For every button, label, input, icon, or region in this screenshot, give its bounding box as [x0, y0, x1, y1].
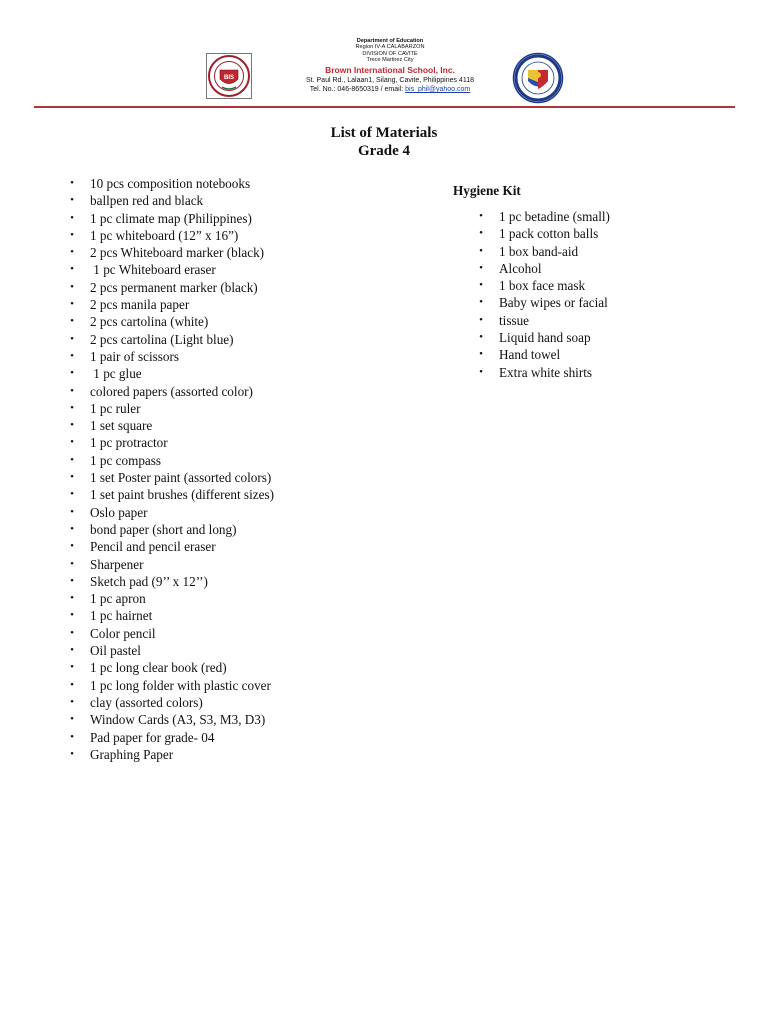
letterhead-text — [292, 38, 488, 94]
bullet-icon: • — [70, 315, 74, 328]
material-item — [67, 434, 274, 451]
material-item-text: 1 pc ruler — [90, 400, 141, 416]
bullet-icon: • — [70, 177, 74, 189]
material-item — [67, 659, 274, 676]
material-item — [67, 521, 274, 538]
material-item-text: 2 pcs cartolina (Light blue) — [90, 331, 234, 347]
hygiene-kit-list — [476, 208, 610, 381]
material-item — [67, 625, 274, 642]
bullet-icon: • — [70, 367, 74, 380]
material-item — [67, 417, 274, 434]
material-item — [67, 331, 274, 348]
material-item — [67, 279, 274, 296]
hygiene-item — [476, 260, 610, 277]
material-item-text: 1 pc hairnet — [90, 608, 153, 624]
hygiene-item-text: tissue — [499, 312, 530, 328]
material-item-text: 1 pc compass — [90, 452, 162, 468]
material-item — [67, 711, 274, 728]
bullet-icon: • — [70, 574, 74, 587]
hygiene-item-text: 1 pack cotton balls — [499, 226, 599, 242]
bullet-icon: • — [70, 557, 74, 570]
bullet-icon: • — [70, 747, 74, 760]
bullet-icon: • — [479, 261, 483, 274]
material-item-text: 1 set Poster paint (assorted colors) — [90, 470, 272, 486]
material-item-text: 10 pcs composition notebooks — [90, 176, 251, 191]
material-item — [67, 192, 274, 209]
hygiene-item — [476, 225, 610, 242]
hygiene-kit-title: Hygiene Kit — [453, 183, 521, 198]
bullet-icon: • — [70, 695, 74, 708]
school-seal-icon — [206, 53, 252, 99]
bullet-icon: • — [70, 401, 74, 414]
materials-list — [67, 175, 274, 763]
bullet-icon: • — [479, 348, 483, 361]
bullet-icon: • — [70, 661, 74, 674]
material-item-text: 2 pcs manila paper — [90, 297, 190, 313]
material-item — [67, 729, 274, 746]
bullet-icon: • — [70, 194, 74, 207]
school-name: Brown International School, Inc. — [325, 65, 455, 76]
hygiene-item — [476, 312, 610, 329]
material-item-text: Pad paper for grade- 04 — [90, 729, 215, 745]
material-item-text: 1 set paint brushes (different sizes) — [90, 487, 274, 503]
material-item — [67, 677, 274, 694]
material-item-text: 1 pc protractor — [90, 435, 168, 451]
bullet-icon: • — [479, 296, 483, 309]
material-item — [67, 313, 274, 330]
bullet-icon: • — [479, 313, 483, 326]
bullet-icon: • — [70, 522, 74, 535]
department-name: Department of Education — [356, 38, 424, 44]
bullet-icon: • — [70, 246, 74, 259]
material-item — [67, 746, 274, 763]
material-item-text: 1 pc Whiteboard eraser — [90, 262, 216, 278]
material-item-text: 1 pc whiteboard (12” x 16”) — [90, 227, 239, 243]
hygiene-item-text: 1 box face mask — [499, 278, 586, 294]
letterhead-divider — [34, 106, 735, 108]
bullet-icon: • — [70, 730, 74, 743]
city-name: Trece Martirez City — [366, 56, 414, 63]
material-item — [67, 296, 274, 313]
bullet-icon: • — [479, 227, 483, 240]
hygiene-item — [476, 346, 610, 363]
hygiene-item-text: Alcohol — [499, 260, 542, 276]
material-item-text: bond paper (short and long) — [90, 521, 237, 537]
bullet-icon: • — [479, 331, 483, 344]
material-item-text: 1 pc apron — [90, 591, 146, 607]
bullet-icon: • — [70, 713, 74, 726]
bullet-icon: • — [70, 280, 74, 293]
material-item-text: ballpen red and black — [90, 193, 204, 209]
bullet-icon: • — [70, 263, 74, 276]
material-item-text: 1 pc long folder with plastic cover — [90, 677, 271, 693]
bullet-icon: • — [70, 471, 74, 484]
bullet-icon: • — [70, 453, 74, 466]
material-item — [67, 175, 274, 192]
material-item — [67, 573, 274, 590]
bullet-icon: • — [70, 505, 74, 518]
material-item — [67, 227, 274, 244]
material-item-text: clay (assorted colors) — [90, 694, 203, 710]
material-item-text: Oil pastel — [90, 643, 141, 659]
hygiene-item-text: Liquid hand soap — [499, 330, 591, 346]
material-item — [67, 348, 274, 365]
material-item — [67, 607, 274, 624]
material-item-text: colored papers (assorted color) — [90, 383, 253, 399]
material-item — [67, 400, 274, 417]
material-item — [67, 642, 274, 659]
material-item-text: Sharpener — [90, 556, 144, 572]
material-item — [67, 452, 274, 469]
material-item-text: 1 pc climate map (Philippines) — [90, 210, 252, 226]
division-name: DIVISION OF CAVITE — [362, 50, 418, 57]
document-title: List of Materials — [330, 125, 438, 141]
bullet-icon: • — [70, 332, 74, 345]
material-item — [67, 504, 274, 521]
hygiene-item-text: 1 box band-aid — [499, 243, 579, 259]
material-item-text: 2 pcs cartolina (white) — [90, 314, 209, 330]
bullet-icon: • — [479, 365, 483, 378]
bullet-icon: • — [70, 592, 74, 605]
bullet-icon: • — [70, 211, 74, 224]
school-seal-text: BIS — [223, 75, 235, 81]
school-address: St. Paul Rd., Lalaan1, Silang, Cavite, Philippines 4118 — [306, 77, 474, 85]
bullet-icon: • — [70, 488, 74, 501]
material-item — [67, 383, 274, 400]
hygiene-item — [476, 243, 610, 260]
material-item-text: Sketch pad (9’’ x 12’’) — [90, 573, 208, 589]
material-item-text: 1 pc long clear book (red) — [90, 660, 227, 676]
school-contact — [292, 85, 488, 94]
bullet-icon: • — [70, 419, 74, 432]
deped-seal-icon — [512, 52, 564, 104]
document-subtitle: Grade 4 — [357, 143, 411, 159]
material-item — [67, 486, 274, 503]
bullet-icon: • — [479, 244, 483, 257]
contact-prefix: Tel. No.: 046-8650319 / email: — [309, 86, 406, 94]
hygiene-item-text: Baby wipes or facial — [499, 295, 608, 311]
material-item-text: Window Cards (A3, S3, M3, D3) — [90, 712, 266, 728]
material-item-text: Graphing Paper — [90, 746, 174, 762]
material-item — [67, 538, 274, 555]
bullet-icon: • — [70, 644, 74, 657]
material-item — [67, 365, 274, 382]
material-item-text: 2 pcs permanent marker (black) — [90, 279, 258, 295]
hygiene-item-text: Hand towel — [499, 347, 561, 363]
material-item — [67, 244, 274, 261]
material-item-text: 1 pair of scissors — [90, 348, 180, 364]
material-item — [67, 694, 274, 711]
bullet-icon: • — [479, 279, 483, 292]
hygiene-item — [476, 329, 610, 346]
material-item-text: 1 set square — [90, 418, 153, 434]
bullet-icon: • — [70, 298, 74, 311]
bullet-icon: • — [70, 626, 74, 639]
material-item-text: Oslo paper — [90, 504, 148, 520]
material-item-text: Color pencil — [90, 625, 156, 641]
bullet-icon: • — [70, 228, 74, 241]
hygiene-item — [476, 364, 610, 381]
bullet-icon: • — [479, 210, 483, 222]
hygiene-item-text: 1 pc betadine (small) — [499, 209, 610, 224]
hygiene-item — [476, 277, 610, 294]
material-item-text: 2 pcs Whiteboard marker (black) — [90, 245, 265, 261]
bullet-icon: • — [70, 609, 74, 622]
material-item-text: Pencil and pencil eraser — [90, 539, 216, 555]
material-item — [67, 556, 274, 573]
material-item — [67, 210, 274, 227]
region-name: Region IV-A CALABARZON — [355, 44, 425, 51]
material-item — [67, 261, 274, 278]
material-item — [67, 590, 274, 607]
email-link[interactable]: bis_phil@yahoo.com — [405, 86, 471, 94]
letterhead — [0, 0, 768, 108]
material-item — [67, 469, 274, 486]
hygiene-item-text: Extra white shirts — [499, 364, 593, 380]
material-item-text: 1 pc glue — [90, 366, 142, 382]
bullet-icon: • — [70, 384, 74, 397]
bullet-icon: • — [70, 349, 74, 362]
bullet-icon: • — [70, 436, 74, 449]
hygiene-item — [476, 294, 610, 311]
hygiene-item — [476, 208, 610, 225]
bullet-icon: • — [70, 678, 74, 691]
bullet-icon: • — [70, 540, 74, 553]
